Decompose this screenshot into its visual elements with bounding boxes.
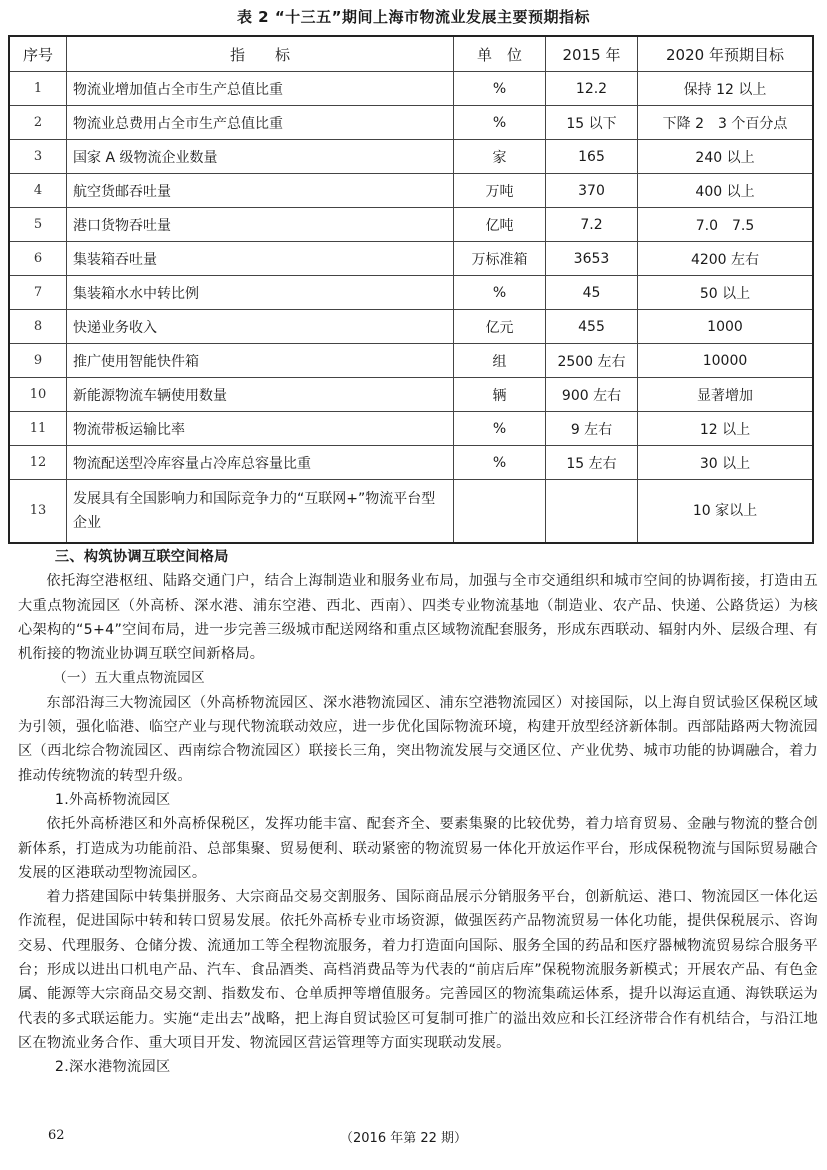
cell-indicator: 物流配送型冷库容量占冷库总容量比重 [67, 446, 454, 480]
cell-no: 1 [9, 72, 67, 106]
cell-2015: 12.2 [546, 72, 638, 106]
issue-label: （2016 年第 22 期） [340, 1131, 468, 1146]
section-heading: 三、构筑协调互联空间格局 [54, 549, 229, 565]
table-row [9, 242, 813, 276]
cell-unit: 组 [454, 344, 546, 378]
paragraph: 着力搭建国际中转集拼服务、大宗商品交易交割服务、国际商品展示分销服务平台，创新航运、港口、物流园区一体化运作流程，促进国际中转和转口贸易发展。依托外高桥专业市场资源，做强医药产品物流贸易一体化功能，提供保税展示、咨询交易、代理服务、仓储分拨、流通加工等全程物流服务，着力打造面向国际、服务全国的药品和医疗器械物流贸易综合服务平台；形成以进出口机电产品、汽车、食品酒类、高档消费品等为代表的“前店后库”保税物流服务新模式；开展农产品、有色金属、能源等大宗商品交易交割、指数发布、仓单质押等增值服务。完善园区的物流集疏运体系，提升以海运直通、海铁联运为代表的多式联运能力。实施“走出去”战略，把上海自贸试验区可复制可推广的溢出效应和长江经济带合作有机结合，与沿江地区在物流业务合作、重大项目开发、物流园区营运管理等方面实现联动发展。 [18, 889, 818, 1051]
cell-2015: 7.2 [546, 208, 638, 242]
cell-2020-target: 保持 12 以上 [638, 72, 814, 106]
cell-2015: 900 左右 [546, 378, 638, 412]
cell-unit: % [454, 412, 546, 446]
header-indicator: 指 标 [67, 36, 454, 72]
cell-2015: 15 左右 [546, 446, 638, 480]
header-2020-target: 2020 年预期目标 [638, 36, 814, 72]
cell-indicator: 新能源物流车辆使用数量 [67, 378, 454, 412]
cell-unit: 亿元 [454, 310, 546, 344]
cell-unit: 家 [454, 140, 546, 174]
cell-2020-target: 7.0 7.5 [638, 208, 814, 242]
table-caption: 表 2 “十三五”期间上海市物流业发展主要预期指标 [236, 8, 591, 26]
cell-unit: % [454, 106, 546, 140]
table-row [9, 480, 813, 544]
table-row [9, 378, 813, 412]
cell-2015: 455 [546, 310, 638, 344]
table-row [9, 412, 813, 446]
article-body [18, 545, 818, 1080]
table-row [9, 344, 813, 378]
header-unit: 单 位 [454, 36, 546, 72]
cell-indicator: 国家 A 级物流企业数量 [67, 140, 454, 174]
cell-unit: 亿吨 [454, 208, 546, 242]
cell-unit: 辆 [454, 378, 546, 412]
paragraph: 依托海空港枢纽、陆路交通门户，结合上海制造业和服务业布局，加强与全市交通组织和城市空间的协调衔接，打造由五大重点物流园区（外高桥、深水港、浦东空港、西北、西南）、四类专业物流基地（制造业、农产品、快递、公路货运）为核心架构的“5+4”空间布局，进一步完善三级城市配送网络和重点区域物流配套服务，形成东西联动、辐射内外、层级合理、有机衔接的物流业协调互联空间新格局。 [18, 573, 818, 663]
cell-no: 9 [9, 344, 67, 378]
cell-2020-target: 1000 [638, 310, 814, 344]
cell-unit: 万吨 [454, 174, 546, 208]
cell-2020-target: 下降 2 3 个百分点 [638, 106, 814, 140]
cell-indicator: 快递业务收入 [67, 310, 454, 344]
cell-no: 8 [9, 310, 67, 344]
cell-2020-target: 12 以上 [638, 412, 814, 446]
cell-unit: % [454, 72, 546, 106]
cell-2020-target: 显著增加 [638, 378, 814, 412]
cell-indicator: 港口货物吞吐量 [67, 208, 454, 242]
cell-2015: 45 [546, 276, 638, 310]
cell-unit: 万标准箱 [454, 242, 546, 276]
cell-2020-target: 400 以上 [638, 174, 814, 208]
cell-unit [454, 480, 546, 544]
table-row [9, 106, 813, 140]
table-row [9, 276, 813, 310]
cell-indicator: 集装箱水水中转比例 [67, 276, 454, 310]
table-header-row [9, 36, 813, 72]
table-row [9, 446, 813, 480]
cell-no: 5 [9, 208, 67, 242]
header-no: 序号 [9, 36, 67, 72]
cell-indicator: 物流带板运输比率 [67, 412, 454, 446]
paragraph: 依托外高桥港区和外高桥保税区，发挥功能丰富、配套齐全、要素集聚的比较优势，着力培育贸易、金融与物流的整合创新体系，打造成为功能前沿、总部集聚、贸易便利、联动紧密的物流贸易一体化开放运作平台，形成保税物流与国际贸易融合发展的区港联动型物流园区。 [18, 816, 818, 881]
cell-indicator: 物流业总费用占全市生产总值比重 [67, 106, 454, 140]
cell-2020-target: 10 家以上 [638, 480, 814, 544]
cell-2015: 3653 [546, 242, 638, 276]
item-heading: 2.深水港物流园区 [54, 1059, 171, 1076]
table-row [9, 140, 813, 174]
cell-indicator: 发展具有全国影响力和国际竞争力的“互联网+”物流平台型企业 [67, 480, 454, 544]
cell-indicator: 物流业增加值占全市生产总值比重 [67, 72, 454, 106]
table-row [9, 208, 813, 242]
cell-no: 4 [9, 174, 67, 208]
cell-no: 10 [9, 378, 67, 412]
table-row [9, 310, 813, 344]
cell-no: 12 [9, 446, 67, 480]
cell-2020-target: 4200 左右 [638, 242, 814, 276]
cell-indicator: 航空货邮吞吐量 [67, 174, 454, 208]
cell-indicator: 集装箱吞吐量 [67, 242, 454, 276]
cell-no: 3 [9, 140, 67, 174]
cell-unit: % [454, 446, 546, 480]
cell-indicator: 推广使用智能快件箱 [67, 344, 454, 378]
cell-2015: 9 左右 [546, 412, 638, 446]
table-row [9, 174, 813, 208]
paragraph: 东部沿海三大物流园区（外高桥物流园区、深水港物流园区、浦东空港物流园区）对接国际，以上海自贸试验区保税区域为引领，强化临港、临空产业与现代物流联动效应，进一步优化国际物流环境，构建开放型经济新体制。西部陆路两大物流园区（西北综合物流园区、西南综合物流园区）联接长三角，突出物流发展与交通区位、产业优势、城市功能的协调融合，着力推动传统物流的转型升级。 [18, 694, 818, 784]
item-heading: 1.外高桥物流园区 [54, 791, 171, 808]
table-row [9, 72, 813, 106]
cell-2015: 2500 左右 [546, 344, 638, 378]
indicator-table [8, 35, 814, 544]
cell-no: 7 [9, 276, 67, 310]
subsection-heading: （一）五大重点物流园区 [53, 670, 205, 687]
cell-2020-target: 30 以上 [638, 446, 814, 480]
cell-no: 11 [9, 412, 67, 446]
cell-2015 [546, 480, 638, 544]
header-2015: 2015 年 [546, 36, 638, 72]
cell-2015: 370 [546, 174, 638, 208]
cell-2015: 15 以下 [546, 106, 638, 140]
page-number: 62 [48, 1128, 65, 1143]
cell-no: 2 [9, 106, 67, 140]
cell-2020-target: 50 以上 [638, 276, 814, 310]
cell-2015: 165 [546, 140, 638, 174]
cell-2020-target: 10000 [638, 344, 814, 378]
cell-no: 13 [9, 480, 67, 544]
cell-2020-target: 240 以上 [638, 140, 814, 174]
cell-no: 6 [9, 242, 67, 276]
cell-unit: % [454, 276, 546, 310]
